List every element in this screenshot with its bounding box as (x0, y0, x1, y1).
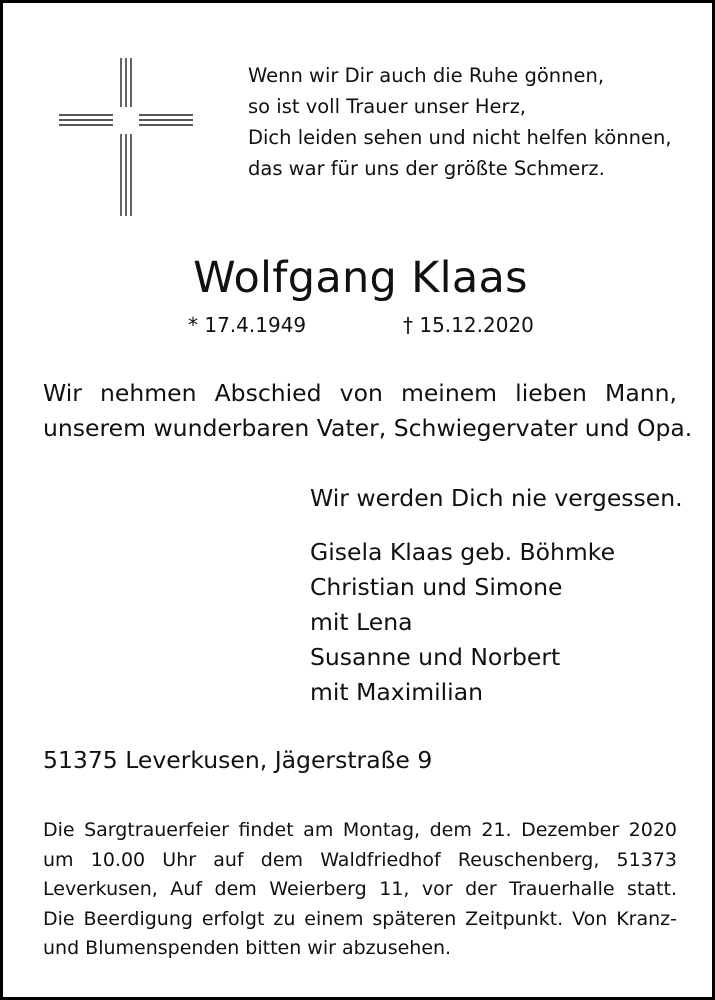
death-date: † 15.12.2020 (403, 313, 534, 337)
poem-line: Dich leiden sehen und nicht helfen können, (248, 126, 672, 149)
family-signatures (310, 535, 615, 710)
birth-date: * 17.4.1949 (188, 313, 307, 337)
family-member: mit Maximilian (310, 678, 483, 706)
notice-line: Die Sargtrauerfeier findet am Montag, dem 21. Dezember 2020 (43, 819, 677, 841)
poem-line: Wenn wir Dir auch die Ruhe gönnen, (248, 64, 605, 87)
poem (248, 60, 688, 184)
funeral-notice (43, 816, 677, 964)
closing-line: Wir werden Dich nie vergessen. (310, 484, 683, 512)
address: 51375 Leverkusen, Jägerstraße 9 (43, 746, 433, 774)
farewell-line: unserem wunderbaren Vater, Schwiegervater und Opa. (43, 414, 693, 442)
farewell-line: Wir nehmen Abschied von meinem lieben Mann, (43, 379, 677, 407)
notice-line: Leverkusen, Auf dem Weierberg 11, vor der Trauerhalle statt. (43, 878, 677, 900)
family-member: Gisela Klaas geb. Böhmke (310, 538, 616, 566)
notice-line: Die Beerdigung erfolgt zu einem späteren Zeitpunkt. Von Kranz- (43, 907, 677, 930)
family-member: mit Lena (310, 608, 413, 636)
cross-icon (59, 58, 199, 218)
notice-line: und Blumenspenden bitten wir abzusehen. (43, 937, 452, 959)
deceased-name: Wolfgang Klaas (193, 253, 528, 303)
family-member: Susanne und Norbert (310, 643, 561, 671)
poem-line: so ist voll Trauer unser Herz, (248, 95, 526, 118)
notice-line: um 10.00 Uhr auf dem Waldfriedhof Reuschenberg, 51373 (43, 848, 677, 871)
farewell-text (43, 376, 693, 446)
poem-line: das war für uns der größte Schmerz. (248, 157, 605, 180)
family-member: Christian und Simone (310, 573, 563, 601)
